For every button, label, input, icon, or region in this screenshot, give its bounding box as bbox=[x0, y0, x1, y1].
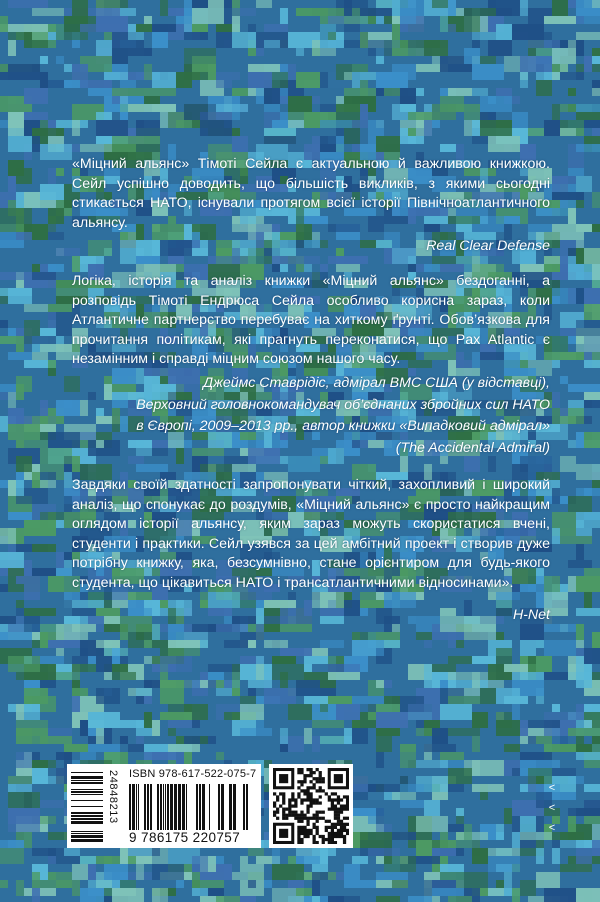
isbn-label: ISBN 978-617-522-075-7 bbox=[129, 768, 257, 780]
qr-code-icon bbox=[273, 768, 349, 844]
qr-code bbox=[269, 764, 353, 848]
addon-barcode-icon bbox=[71, 770, 105, 844]
attribution-line: в Європі, 2009–2013 рр., автор книжки «Випадковий адмірал» bbox=[136, 418, 550, 435]
attribution-line: Джеймс Ставрідіс, адмірал ВМС США (у відставці), bbox=[203, 374, 550, 391]
review-source: H-Net bbox=[512, 606, 550, 623]
attribution-line: (The Accidental Admiral) bbox=[395, 439, 550, 456]
isbn-barcode bbox=[67, 764, 261, 848]
addon-digits: 24848213 bbox=[107, 770, 119, 824]
review-quote: Завдяки своїй здатності запропонувати чіткий, захопливий і широкий аналіз, що спонукає до роздумів, «Міцний альянс» є просто найкращим оглядом історії альянсу, яким зараз можуть скористатися вчені, студенти і практики. Сейл узявся за цей амбітний проект і створив дуже потрібну книжку, яка, безсумнівно, стане орієнтиром для будь-якого студента, що цікавиться НАТО і трансатлантичними відносинами». bbox=[72, 477, 550, 591]
review-attribution bbox=[72, 374, 550, 458]
ean-digits: 9 786175 220757 bbox=[129, 830, 241, 845]
review-stavridis bbox=[72, 272, 550, 458]
review-quote: Логіка, історія та аналіз книжки «Міцний альянс» бездоганні, а розповідь Тімоті Ендрюса Сейла особливо корисна зараз, коли Атлантичне партнерство перебуває на хиткому ґрунті. Обов’язкова для прочитання політикам, які прагнуть переконатися, що Pax Atlantic є незамінним і справді міцним союзом нашого часу. bbox=[72, 273, 550, 368]
review-source: Real Clear Defense bbox=[426, 238, 550, 255]
review-quote: «Міцний альянс» Тімоті Сейла є актуальною й важливою книжкою. Сейл успішно доводить, що більшість викликів, з якими сьогодні стикається НАТО, існували протягом всієї історії Північноатлантичного альянсу. bbox=[72, 156, 550, 231]
review-real-clear-defense bbox=[72, 155, 550, 257]
edge-mark: < bbox=[548, 782, 556, 794]
review-h-net bbox=[72, 476, 550, 625]
edge-marks bbox=[546, 778, 558, 838]
edge-mark: < bbox=[548, 802, 556, 814]
edge-mark: < bbox=[548, 822, 556, 834]
attribution-line: Верховний головнокомандувач об’єднаних збройних сил НАТО bbox=[136, 396, 550, 413]
ean-barcode-icon bbox=[127, 784, 255, 830]
